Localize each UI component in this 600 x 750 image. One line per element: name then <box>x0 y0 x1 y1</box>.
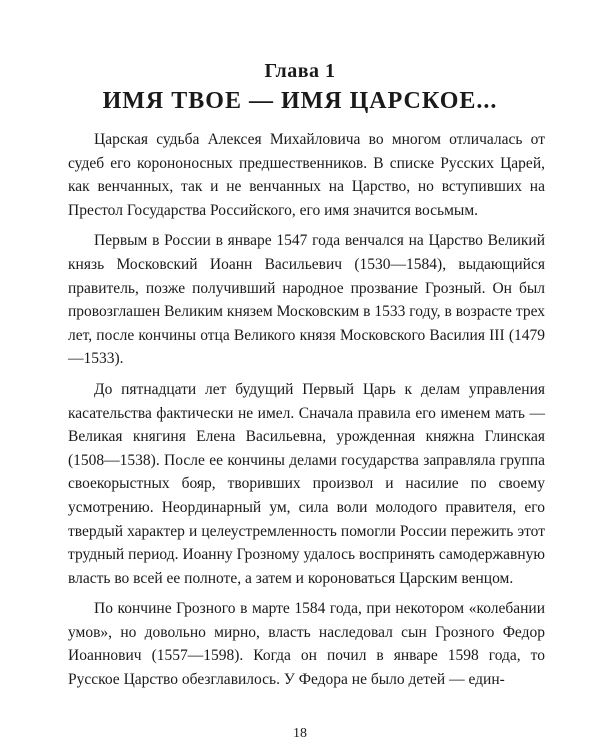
body-text <box>68 128 545 699</box>
paragraph: До пятнадцати лет будущий Первый Царь к делам управления касательства фактически не имел. Сначала правила его именем мать — Великая княгиня Елена Васильевна, урожденная княжна Глинская (1508—1538). После ее кончины делами государства заправляла группа своекорыстных бояр, творивших произвол и насилие по своему усмотрению. Неординарный ум, сила воли молодого правителя, его твердый характер и целеустремленность помогли России пережить этот трудный период. Иоанну Грозному удалось воспринять самодержавную власть во всей ее полноте, а затем и короноваться Царским венцом. <box>68 380 545 587</box>
chapter-title: ИМЯ ТВОЕ — ИМЯ ЦАРСКОЕ... <box>102 88 498 114</box>
paragraph: Царская судьба Алексея Михайловича во многом отличалась от судеб его корононосных предшественников. В списке Русских Царей, как венчанных, так и не венчанных на Царство, но вступивших на Престол Государства Российского, его имя значится восьмым. <box>68 131 545 219</box>
paragraph: По кончине Грозного в марте 1584 года, при некотором «колебании умов», но довольно мирно, власть наследовал сын Грозного Федор Иоаннович (1557—1598). Когда он почил в январе 1598 года, то Русское Царство обезглавилось. У Федора не было детей — един- <box>68 600 545 689</box>
chapter-label: Глава 1 <box>264 60 336 82</box>
paragraph: Первым в России в январе 1547 года венчался на Царство Великий князь Московский Иоанн Васильевич (1530—1584), выдающийся правитель, позже получивший народное прозвание Грозный. Он был провозглашен Великим князем Московским в 1533 году, в возрасте трех лет, после кончины отца Великого князя Московского Василия III (1479—1533). <box>68 232 545 368</box>
page-number: 18 <box>293 726 307 741</box>
